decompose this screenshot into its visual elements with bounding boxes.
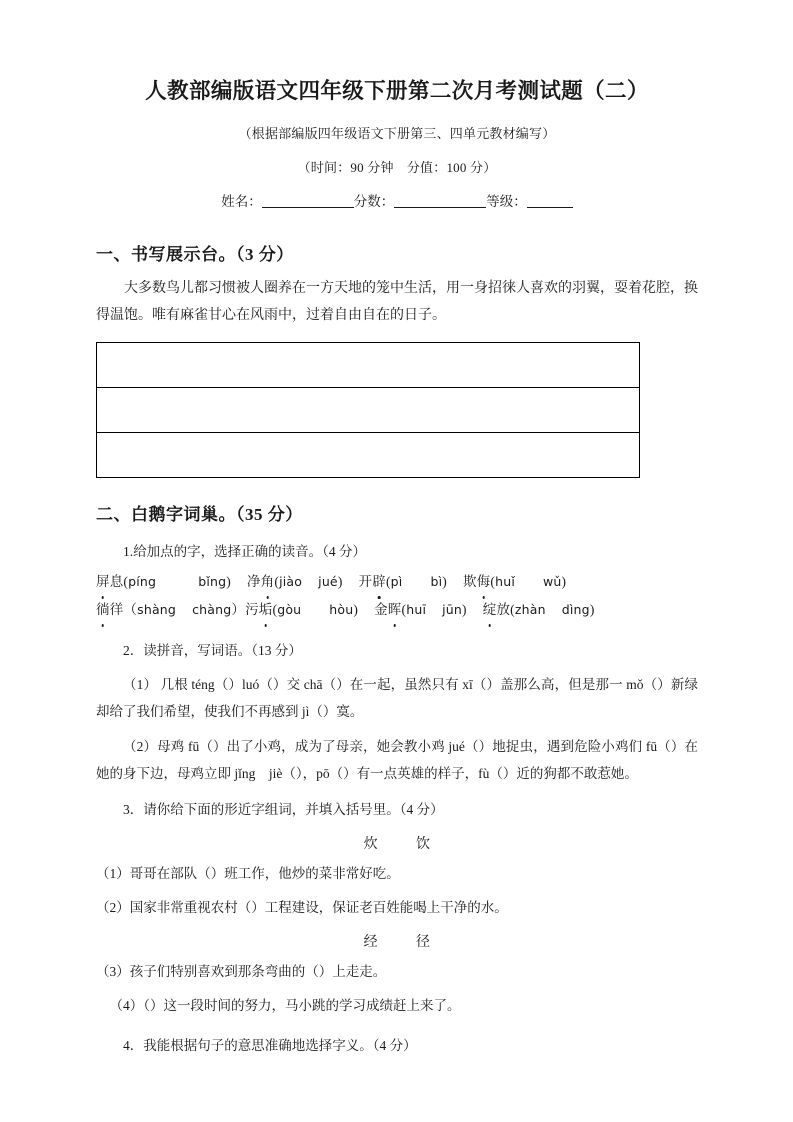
- q3-text: （4）（: [109, 997, 150, 1013]
- score-field[interactable]: [354, 190, 487, 210]
- name-label: 姓名：: [221, 193, 262, 209]
- q2-text: ）近的狗都不敢惹她。: [502, 766, 638, 782]
- question-3-sub-2: [96, 894, 698, 921]
- q3-text: （3）孩子们特别喜欢到那条弯曲的（: [96, 963, 319, 979]
- question-2-title: 2．读拼音，写词语。（13 分）: [123, 642, 302, 658]
- question-2-item-1: [96, 671, 698, 725]
- name-blank[interactable]: [262, 193, 354, 208]
- handwriting-row[interactable]: [97, 433, 639, 477]
- pinyin-item[interactable]: 屏息(píng bǐng): [96, 574, 231, 589]
- char-option: 经: [363, 934, 378, 950]
- pinyin-item[interactable]: 徜徉（shàng chàng）: [96, 602, 245, 617]
- pinyin-row-2: [96, 596, 698, 624]
- question-3-sub-1: [96, 860, 698, 887]
- pinyin-option[interactable]: huǐ: [495, 574, 515, 590]
- pinyin-item[interactable]: 污垢(gòu hòu): [245, 602, 358, 617]
- char-option: 径: [416, 934, 431, 950]
- grade-field[interactable]: [486, 190, 573, 210]
- pinyin-option[interactable]: jué: [318, 574, 338, 590]
- q2-text: ）寞。: [322, 704, 364, 720]
- pinyin-option[interactable]: jiào: [279, 574, 303, 590]
- question-2-item-2: [96, 733, 698, 787]
- pinyin-option[interactable]: pì: [390, 574, 403, 590]
- pinyin-item[interactable]: 绽放(zhàn dìng): [483, 602, 595, 617]
- dotted-char: 角: [261, 568, 275, 596]
- pinyin-option[interactable]: bǐng: [198, 574, 227, 590]
- pinyin-option[interactable]: huī: [406, 601, 427, 617]
- exam-meta: （时间：90 分钟 分值：100 分）: [297, 159, 497, 175]
- char-pair-1: [96, 833, 698, 853]
- pinyin-option[interactable]: dìng: [561, 601, 590, 617]
- q2-text: ）luó（: [228, 677, 273, 693]
- pinyin-item[interactable]: 净角(jiào jué): [247, 574, 343, 589]
- char-option: 炊: [363, 836, 378, 852]
- name-field[interactable]: [221, 190, 354, 210]
- handwriting-row[interactable]: [97, 343, 639, 388]
- grade-blank[interactable]: [527, 193, 573, 208]
- pinyin-option[interactable]: chàng: [192, 601, 232, 617]
- q2-text: ），pō（: [295, 766, 344, 782]
- pinyin-option[interactable]: jūn: [442, 601, 463, 617]
- dotted-char: 侮: [477, 568, 491, 596]
- grade-label: 等级：: [486, 193, 527, 209]
- pinyin-option[interactable]: zhàn: [514, 601, 546, 617]
- section-1-heading: 一、书写展示台。（3 分）: [96, 244, 294, 264]
- char-pair-2: [96, 931, 698, 951]
- page-title: 人教部编版语文四年级下册第二次月考测试题（二）: [145, 79, 649, 103]
- q2-text: ）盖那么高，但是那一 mǒ（: [486, 677, 658, 693]
- pinyin-option[interactable]: wǔ: [543, 574, 562, 590]
- q2-text: ）地捉虫，遇到危险小鸡们 fū（: [478, 739, 671, 755]
- q2-text: ）在一起，虽然只有 xī（: [336, 677, 487, 693]
- dotted-char: 晖: [388, 596, 402, 624]
- q2-text: ）在她的身下边，母鸡立即 jǐng jiè（: [96, 739, 698, 782]
- pinyin-item[interactable]: 开辟(pì bì): [359, 574, 447, 589]
- pinyin-option[interactable]: gòu: [277, 601, 302, 617]
- q2-text: ）出了小鸡，成为了母亲，她会教小鸡 jué（: [212, 739, 479, 755]
- student-info-line: [96, 190, 698, 210]
- score-blank[interactable]: [394, 193, 486, 208]
- dotted-char: 屏: [96, 568, 110, 596]
- question-1-title: 1.给加点的字，选择正确的读音。（4 分）: [123, 543, 366, 559]
- section-2-heading: 二、白鹅字词巢。（35 分）: [96, 504, 303, 524]
- question-3-title: 3．请你给下面的形近字组词，并填入括号里。（4 分）: [123, 802, 444, 818]
- q2-text: ）有一点英雄的样子，fù（: [343, 766, 503, 782]
- question-3-sub-3: [96, 958, 698, 985]
- dotted-char: 辟: [372, 568, 386, 596]
- dotted-char: 徜: [96, 596, 110, 624]
- question-4-title: 4．我能根据句子的意思准确地选择字义。（4 分）: [123, 1037, 417, 1053]
- pinyin-row-1: [96, 568, 698, 596]
- page-content: [96, 0, 698, 1058]
- question-3-sub-4: [96, 992, 698, 1019]
- section-1-passage: 大多数鸟儿都习惯被人圈养在一方天地的笼中生活，用一身招徕人喜欢的羽翼，耍着花腔，换得温饱。唯有麻雀甘心在风雨中，过着自由自在的日子。: [96, 280, 698, 324]
- q3-text: ）班工作，他炒的菜非常好吃。: [210, 865, 400, 881]
- dotted-char: 绽: [483, 596, 497, 624]
- pinyin-option[interactable]: shàng: [137, 601, 177, 617]
- q3-text: ）工程建设，保证老百姓能喝上干净的水。: [251, 899, 508, 915]
- q3-text: ）这一段时间的努力，马小跳的学习成绩赶上来了。: [150, 997, 461, 1013]
- pinyin-option[interactable]: píng: [128, 574, 157, 590]
- pinyin-item[interactable]: 欺侮(huǐ wǔ): [463, 574, 566, 589]
- pinyin-option[interactable]: bì: [430, 574, 443, 590]
- q2-text: ）新绿却给了我们希望，使我们不再感到 jì（: [96, 677, 698, 720]
- char-option: 饮: [416, 836, 431, 852]
- handwriting-box[interactable]: [96, 342, 640, 478]
- pinyin-option[interactable]: hòu: [329, 601, 354, 617]
- page-subtitle: （根据部编版四年级语文下册第三、四单元教材编写）: [238, 125, 556, 141]
- q3-text: （2）国家非常重视农村（: [96, 899, 252, 915]
- pinyin-item[interactable]: 金晖(huī jūn): [374, 602, 467, 617]
- q2-text: （2）母鸡 fū（: [123, 739, 213, 755]
- score-label: 分数：: [353, 193, 395, 209]
- q3-text: （1）哥哥在部队（: [96, 865, 211, 881]
- q3-text: ）上走走。: [318, 963, 387, 979]
- q2-text: ）交 chā（: [272, 677, 337, 693]
- dotted-char: 垢: [259, 596, 273, 624]
- q2-text: （1） 几根 téng（: [123, 677, 229, 693]
- handwriting-row[interactable]: [97, 388, 639, 433]
